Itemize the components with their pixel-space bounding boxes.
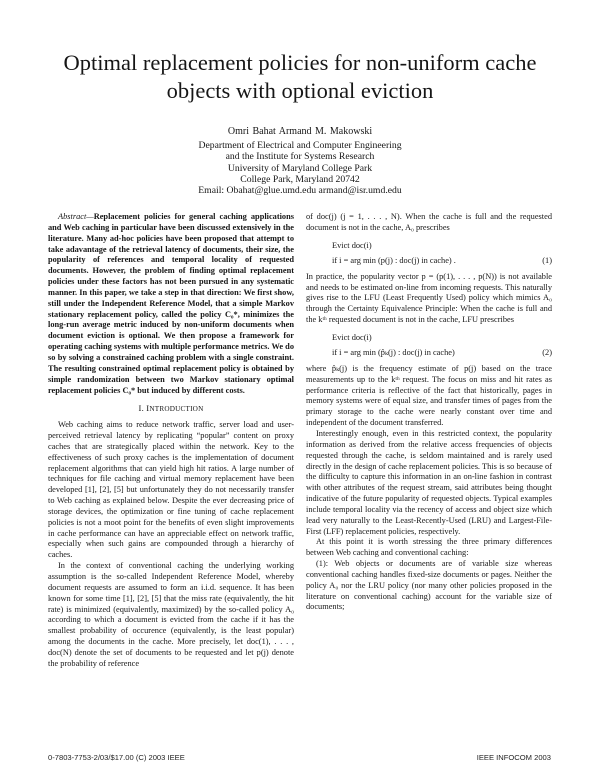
body-paragraph: At this point it is worth stressing the three primary differences between Web caching and conventional caching:: [306, 537, 552, 558]
section-numeral: I.: [138, 403, 144, 414]
paper-title-line1: Optimal replacement policies for non-uniform cache: [63, 50, 537, 75]
abstract-lead: Abstract—: [58, 212, 94, 221]
body-paragraph: Web caching aims to reduce network traffic, server load and user-perceived retrieval latency by replicating “popular” content on proxy caches that are strategically placed within the network. Key to the effectiveness of such proxy caches is the implementation of document replacement algorithms that can yield high hit ratios. A large number of techniques for file caching and virtual memory replacement have been developed [1], [2], [5] but unfortunately they do not necessarily transfer to Web caching as explained below. Despite the ever decreasing price of storage devices, the optimization or fine tuning of cache replacement policies is not a moot point for the benefits of even slight improvements in cache performance can have an appreciable effect on network traffic, especially when such gains are compounded through a hierarchy of caches.: [48, 420, 294, 560]
abstract-text: Replacement policies for general caching applications and Web caching in particular have been discussed extensively in the literature. Many ad-hoc policies have been proposed that attempt to take adavantage of the retrieval latency of documents, their size, the popularity of references and temporal locality of requested documents. However, the problem of finding optimal replacement policies under these factors has not been pursued in any systematic manner. In this paper, we take a step in that direction: We first show, still under the Independent Reference Model, that a simple Markov stationary replacement policy, called the policy C₀*, minimizes the long-run average metric induced by non-uniform documents when document eviction is optional. We then propose a framework for operating caching systems with multiple performance metrics. We do so by solving a constrained caching problem with a single constraint. The resulting constrained optimal replacement policy is obtained by simple randomization between two Markov stationary optimal replacement policies C₀* but induced by different costs.: [48, 212, 294, 395]
equation-text: if i = arg min (p(j) : doc(j) in cache) .: [332, 255, 456, 265]
equation-text: Evict doc(i): [332, 240, 372, 250]
body-paragraph: where p̂ₖ(j) is the frequency estimate of p(j) based on the trace measurements up to the kᵗʰ request. The focus on miss and hit rates as performance criteria is reflective of the fact that historically, pages in memory systems were of equal size, and transfer times of pages from the primary storage to the cache were nearly constant over time and independent of the document transferred.: [306, 363, 552, 428]
paper-title-line2: objects with optional eviction: [166, 78, 434, 103]
equation-1-line1: [306, 238, 552, 253]
section-heading-rest: NTRODUCTION: [149, 405, 204, 414]
body-paragraph: (1): Web objects or documents are of variable size whereas conventional caching handles fixed-size documents or pages. Neither the policy A₀ nor the LRU policy (nor many other policies proposed in the literature on conventional caching) account for the variable size of documents;: [306, 559, 552, 612]
abstract: [48, 212, 294, 396]
section-heading-introduction: [48, 403, 294, 415]
affiliation-line: University of Maryland College Park: [227, 162, 373, 174]
equation-text: Evict doc(i): [332, 332, 372, 342]
body-paragraph: Interestingly enough, even in this restricted context, the popularity information as derived from the relative access frequencies of objects requested through the cache, is seldom maintained and is rarely used directly in the design of cache replacement policies. This is so because of the difficulty to capture this information in an on-line fashion in contrast with other attributes of the request stream, said attributes being thought indicative of the future popularity of requested objects. Typical examples include temporal locality via the recency of access and object size which lead very naturally to the Least-Recently-Used (LRU) and Largest-File-First (LFF) replacement policies, respectively.: [306, 428, 552, 536]
right-column: [306, 212, 552, 613]
equation-2-line2: [306, 345, 552, 360]
author-names: Omri Bahat Armand M. Makowski: [227, 126, 373, 137]
equation-1-line2: [306, 253, 552, 268]
equation-number: (2): [542, 347, 552, 357]
footer-copyright: 0-7803-7753-2/03/$17.00 (C) 2003 IEEE: [48, 753, 185, 762]
body-paragraph: In the context of conventional caching the underlying working assumption is the so-called Independent Reference Model, whereby document requests are assumed to form an i.i.d. sequence. It has been known for some time [1], [2], [5] that the miss rate (equivalently, the hit rate) is minimized (equivalently, maximized) by the so-called policy A₀ according to which a document is evicted from the cache if it has the smallest probability of occurence (equivalently, is the least popular) among the documents in the cache. More precisely, let doc(1), . . . , doc(N) denote the set of documents to be requested and let p(j) denote the probability of reference: [48, 561, 294, 668]
affiliation-line: and the Institute for Systems Research: [225, 151, 375, 163]
author-email: Email: Obahat@glue.umd.edu armand@isr.umd.edu: [198, 185, 402, 197]
footer-conference: IEEE INFOCOM 2003: [476, 753, 551, 762]
equation-text: if i = arg min (p̂ₖ(j) : doc(j) in cache): [332, 347, 455, 357]
paper-title: [0, 49, 600, 105]
body-paragraph: In practice, the popularity vector p = (p(1), . . . , p(N)) is not available and needs to be estimated on-line from incoming requests. This naturally gives rise to the LFU (Least Frequently Used) policy which mimics A₀ through the Certainty Equivalence Principle: When the cache is full and the kᵗʰ requested document is not in the cache, LFU prescribes: [306, 271, 552, 325]
equation-2-line1: [306, 330, 552, 345]
left-column: [48, 212, 294, 670]
body-paragraph: of doc(j) (j = 1, . . . , N). When the cache is full and the requested document is not in the cache, A₀ prescribes: [306, 212, 552, 232]
equation-number: (1): [542, 255, 552, 265]
affiliation-line: College Park, Maryland 20742: [240, 173, 360, 185]
section-heading-initial: I: [146, 403, 150, 414]
author-block: [0, 126, 600, 196]
affiliation-line: Department of Electrical and Computer Engineering: [198, 140, 402, 152]
